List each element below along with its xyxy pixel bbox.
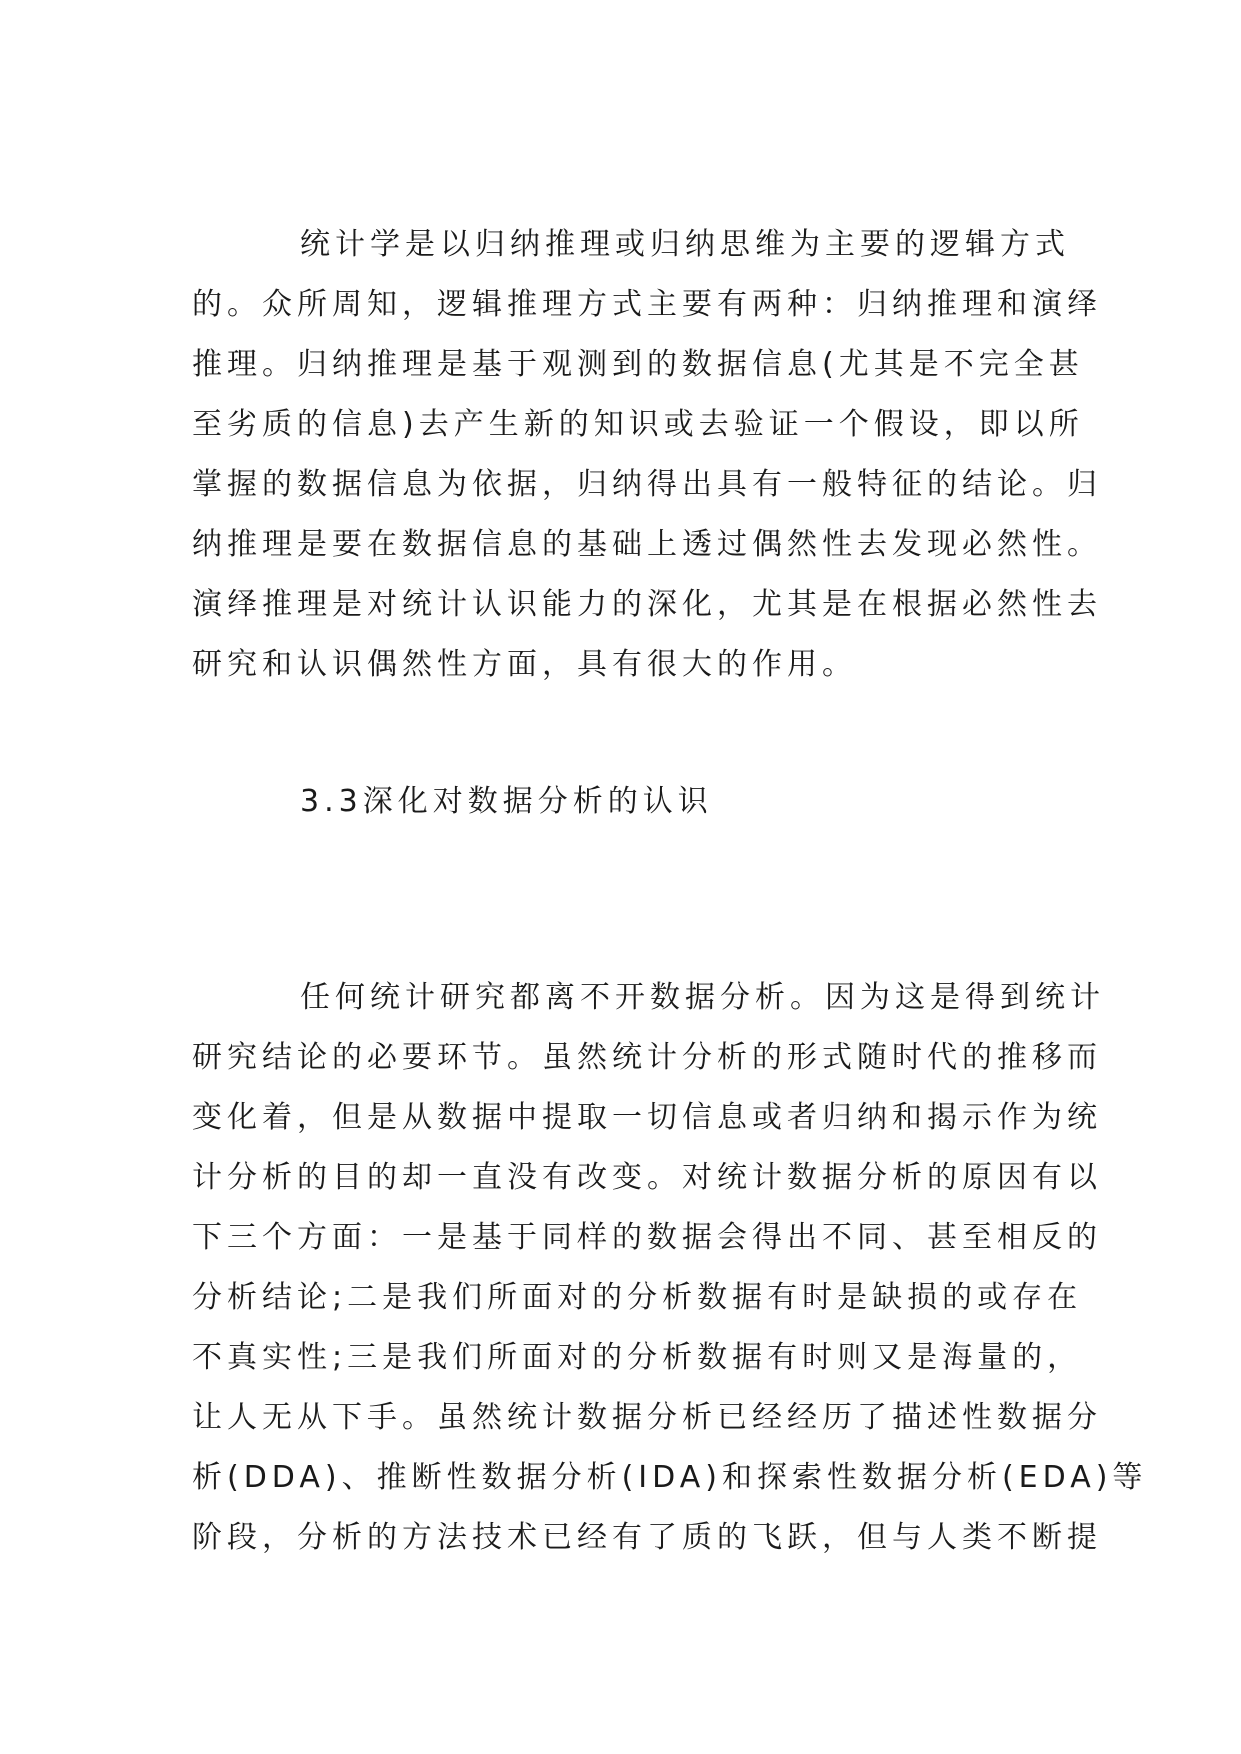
paragraph-line: 让人无从下手。虽然统计数据分析已经经历了描述性数据分: [192, 1400, 1102, 1435]
paragraph-line: 析(DDA)、推断性数据分析(IDA)和探索性数据分析(EDA)等: [192, 1460, 1148, 1495]
paragraph-line: 不真实性;三是我们所面对的分析数据有时则又是海量的，: [192, 1340, 1083, 1375]
paragraph-line: 至劣质的信息)去产生新的知识或去验证一个假设，即以所: [192, 407, 1084, 442]
paragraph-data-analysis: [192, 968, 1148, 1568]
paragraph-line: 任何统计研究都离不开数据分析。因为这是得到统计: [300, 980, 1105, 1015]
paragraph-line: 计分析的目的却一直没有改变。对统计数据分析的原因有以: [192, 1160, 1102, 1195]
paragraph-line: 下三个方面：一是基于同样的数据会得出不同、甚至相反的: [192, 1220, 1102, 1255]
paragraph-line: 纳推理是要在数据信息的基础上透过偶然性去发现必然性。: [192, 527, 1102, 562]
paragraph-line: 统计学是以归纳推理或归纳思维为主要的逻辑方式: [300, 227, 1070, 262]
paragraph-line: 阶段，分析的方法技术已经有了质的飞跃，但与人类不断提: [192, 1520, 1102, 1555]
paragraph-line: 推理。归纳推理是基于观测到的数据信息(尤其是不完全甚: [192, 347, 1084, 382]
section-heading-block: [192, 772, 1062, 832]
paragraph-line: 变化着，但是从数据中提取一切信息或者归纳和揭示作为统: [192, 1100, 1102, 1135]
section-heading: 3.3深化对数据分析的认识: [300, 784, 713, 819]
paragraph-line: 研究结论的必要环节。虽然统计分析的形式随时代的推移而: [192, 1040, 1102, 1075]
paragraph-line: 研究和认识偶然性方面，具有很大的作用。: [192, 647, 857, 682]
paragraph-line: 的。众所周知，逻辑推理方式主要有两种：归纳推理和演绎: [192, 287, 1102, 322]
paragraph-line: 掌握的数据信息为依据，归纳得出具有一般特征的结论。归: [192, 467, 1102, 502]
paragraph-line: 演绎推理是对统计认识能力的深化，尤其是在根据必然性去: [192, 587, 1102, 622]
paragraph-line: 分析结论;二是我们所面对的分析数据有时是缺损的或存在: [192, 1280, 1083, 1315]
paragraph-statistics-inductive-reasoning: [192, 215, 1102, 695]
